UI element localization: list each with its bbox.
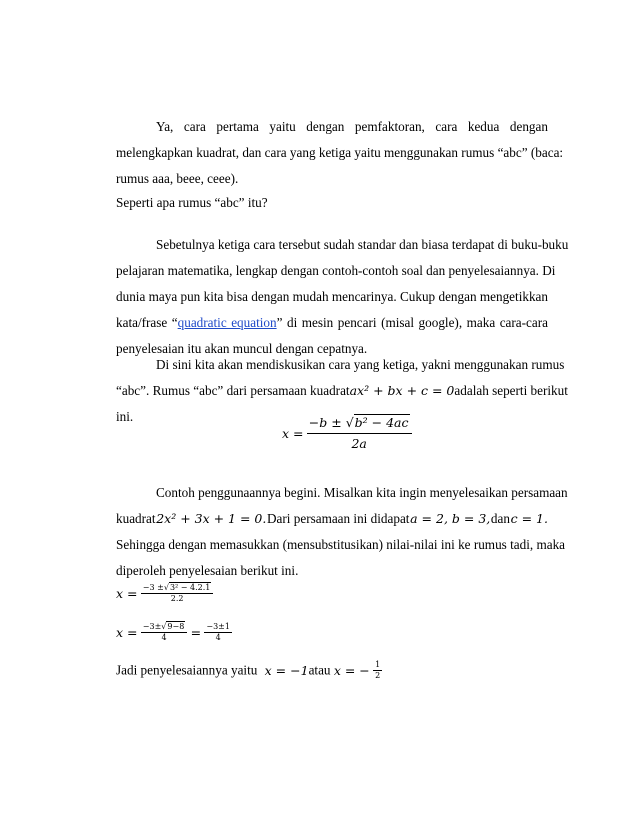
- text: ” di mesin pencari (misal google), maka cara-cara: [276, 315, 548, 330]
- step1-radicand: 3² − 4.2.1: [169, 583, 211, 592]
- paragraph-4-line-3: Sehingga dengan memasukkan (mensubstitusikan) nilai-nilai ini ke rumus tadi, maka: [116, 537, 566, 552]
- answer-x2-lhs: x = −: [333, 663, 370, 678]
- substitution-step-1: [116, 583, 213, 604]
- step1-denominator: 2.2: [170, 594, 184, 603]
- word: cara: [435, 119, 458, 134]
- paragraph-4-line-1: Contoh penggunaannya begini. Misalkan kita ingin menyelesaikan persamaan: [156, 485, 568, 500]
- step2-numerator-2: −3±1: [206, 622, 230, 631]
- paragraph-4-line-2: [116, 506, 548, 532]
- answer-x2-numerator: 1: [375, 660, 381, 669]
- formula-num-pre: −b ±: [308, 415, 346, 430]
- paragraph-4-line-4: diperoleh penyelesaian berikut ini.: [116, 563, 299, 578]
- text: Dari persamaan ini didapat: [267, 511, 410, 526]
- text: adalah seperti berikut: [454, 383, 568, 398]
- formula-fraction: [307, 413, 412, 454]
- answer-x2-denominator: 2: [375, 671, 381, 680]
- text: kuadrat: [116, 511, 156, 526]
- formula-denominator: 2a: [351, 436, 367, 451]
- answer-line: [116, 660, 382, 681]
- answer-x2-fraction: [373, 660, 382, 681]
- formula-lhs: x =: [282, 426, 304, 441]
- step2-numerator-1: −3±√9−8: [141, 622, 188, 633]
- step2-fraction-1: [141, 622, 188, 643]
- paragraph-1-line-3: rumus aaa, beee, ceee).: [116, 171, 239, 186]
- paragraph-2-line-4: [116, 310, 548, 336]
- paragraph-1-line-1: [116, 114, 548, 140]
- paragraph-4: [116, 480, 568, 584]
- step2-denominator-1: 4: [161, 633, 167, 642]
- paragraph-2-line-3: dunia maya pun kita bisa dengan mudah mencarinya. Cukup dengan mengetikkan: [116, 289, 548, 304]
- word: cara: [183, 119, 206, 134]
- quadratic-formula: [282, 413, 412, 454]
- coefficient-c: c = 1.: [510, 511, 548, 526]
- word: kedua: [467, 119, 500, 134]
- text: “abc”. Rumus “abc” dari persamaan kuadrat: [116, 383, 350, 398]
- formula-numerator: −b ± √b² − 4ac: [307, 413, 412, 434]
- answer-or: atau: [308, 662, 331, 678]
- text: dan: [490, 511, 510, 526]
- step1-num-pre: −3 ±: [142, 583, 164, 592]
- step2-lhs: x =: [116, 625, 138, 640]
- word: pertama: [216, 119, 259, 134]
- step2-equals: =: [190, 625, 202, 640]
- paragraph-2-line-2: pelajaran matematika, lengkap dengan contoh-contoh soal dan penyelesaiannya. Di: [116, 263, 556, 278]
- step1-numerator: −3 ±√3² − 4.2.1: [141, 583, 214, 594]
- step2-denominator-2: 4: [215, 633, 221, 642]
- step2-fraction-2: [204, 622, 232, 643]
- step1-lhs: x =: [116, 586, 138, 601]
- substitution-step-2: [116, 622, 232, 643]
- paragraph-2: [116, 232, 569, 362]
- word: Ya,: [156, 119, 174, 134]
- paragraph-3-line-2: [116, 378, 568, 404]
- equation: 2x² + 3x + 1 = 0.: [156, 511, 267, 526]
- paragraph-3-line-1: Di sini kita akan mendiskusikan cara yang ketiga, yakni menggunakan rumus: [156, 357, 565, 372]
- quadratic-equation-link[interactable]: quadratic equation: [177, 315, 277, 330]
- answer-text: Jadi penyelesaiannya yaitu: [116, 662, 258, 678]
- word: yaitu: [269, 119, 296, 134]
- paragraph-2-line-1: Sebetulnya ketiga cara tersebut sudah standar dan biasa terdapat di buku-buku: [156, 237, 569, 252]
- text: kata/frase “: [116, 315, 178, 330]
- paragraph-2-line-5: penyelesaian itu akan muncul dengan cepatnya.: [116, 341, 368, 356]
- step2-radicand: 9−8: [167, 622, 185, 631]
- word: pemfaktoran,: [354, 119, 425, 134]
- coefficients: a = 2, b = 3,: [410, 511, 491, 526]
- answer-x1: x = −1: [264, 663, 309, 678]
- word: dengan: [306, 119, 345, 134]
- paragraph-3-line-3: ini.: [116, 409, 134, 424]
- paragraph-1: [116, 114, 564, 192]
- paragraph-1-line-2: melengkapkan kuadrat, dan cara yang ketiga yaitu menggunakan rumus “abc” (baca:: [116, 145, 564, 160]
- word: dengan: [509, 119, 548, 134]
- question: Seperti apa rumus “abc” itu?: [116, 195, 268, 210]
- step2-num-pre: −3±: [142, 622, 162, 631]
- equation: ax² + bx + c = 0: [349, 383, 455, 398]
- step1-fraction: [141, 583, 214, 604]
- formula-radicand: b² − 4ac: [354, 415, 409, 430]
